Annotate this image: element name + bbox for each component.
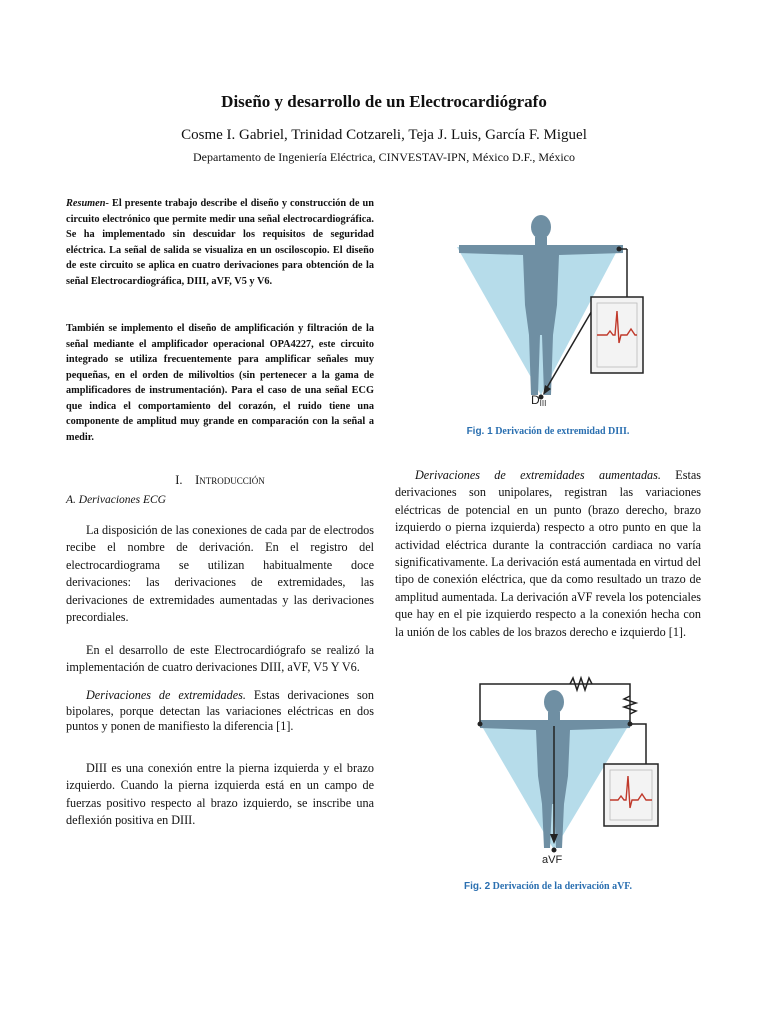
figure-2-avf-diagram <box>470 668 670 868</box>
intro-paragraph-1: La disposición de las conexiones de cada par de electrodos recibe el nombre de derivación. En el registro del electrocardiograma se utilizan habitualmente doce derivaciones: las derivaciones de extremidades, las derivaciones de extremidades aumentadas y las derivaciones precordiales. <box>66 523 374 625</box>
electrode-left-arm <box>617 247 622 252</box>
paper-affiliation: Departamento de Ingeniería Eléctrica, CINVESTAV-IPN, México D.F., México <box>193 150 575 164</box>
fig1-lead-tag: DIII <box>531 393 547 408</box>
abstract-paragraph-2: También se implemento el diseño de amplificación y filtración de la señal mediante el amplificador operacional OPA4227, este circuito integrado se utiliza frecuentemente para amplificar señales muy pequeñas, en el orden de milivoltios (sin pertenecer a la gama de amplificadores de instrumentación). Para el caso de una señal ECG que indica el comportamiento del corazón, el ruido tiene una componente de amplitud muy grande en comparación con la señal a medir. <box>66 323 374 443</box>
figure-1-caption-text: Derivación de extremidad DIII. <box>492 426 630 437</box>
fig2-lead-tag: aVF <box>542 854 563 866</box>
right-paragraph-aumentadas <box>395 467 701 641</box>
intro-paragraph-4: DIII es una conexión entre la pierna izquierda y el brazo izquierdo. Cuando la pierna izquierda está en un campo de fuerzas positivo respecto al brazo izquierdo, se inscribe una deflexión positiva en DIII. <box>66 761 374 828</box>
electrode-left-leg <box>552 848 557 853</box>
figure-1-label: Fig. 1 <box>466 426 493 437</box>
abstract-label: Resumen- <box>66 198 109 209</box>
paragraph-lead-aumentadas: Derivaciones de extremidades aumentadas. <box>415 468 661 482</box>
section-number: I. <box>175 473 183 487</box>
figure-2-caption <box>395 881 701 892</box>
abstract-text-1: El presente trabajo describe el diseño y construcción de un circuito electrónico que permite medir una señal electrocardiográfica. Se ha implementado sin descuidar los requisitos de seguridad eléctrica. La señal de salida se visualiza en un osciloscopio. El diseño de este circuito se aplica en cuatro derivaciones para obtención de la señal Electrocardiográfica, DIII, aVF, V5 y V6. <box>66 198 374 287</box>
intro-paragraph-2: En el desarrollo de este Electrocardiógrafo se realizó la implementación de cuatro derivaciones DIII, aVF, V5 Y V6. <box>66 643 374 675</box>
figure-2-label: Fig. 2 <box>464 881 491 892</box>
figure-1-diii-diagram <box>455 205 655 410</box>
ecg-monitor <box>604 764 658 826</box>
subsection-heading: A. Derivaciones ECG <box>66 494 166 506</box>
abstract-paragraph-1 <box>66 196 374 289</box>
electrode-left-arm <box>628 722 633 727</box>
paper-authors: Cosme I. Gabriel, Trinidad Cotzareli, Teja J. Luis, García F. Miguel <box>181 127 587 143</box>
lead-wire-right <box>630 724 646 764</box>
section-title: Introducción <box>195 473 265 487</box>
paper-title: Diseño y desarrollo de un Electrocardiógrafo <box>221 92 547 111</box>
intro-paragraph-3 <box>66 688 374 735</box>
electrode-right-arm <box>478 722 483 727</box>
section-heading <box>66 473 374 488</box>
figure-2-caption-text: Derivación de la derivación aVF. <box>490 881 632 892</box>
paragraph-text-aumentadas: Estas derivaciones son unipolares, registran las variaciones eléctricas de potencial en un punto (brazo derecho, brazo izquierdo o pierna izquierda) respecto a otro punto en que la actividad eléctrica durante la contracción cardiaca no varía significativamente. La derivación está aumentada en virtud del tipo de conexión eléctrica, que da como resultado un trazo de amplitud aumentada. La derivación aVF revela los potenciales que hay en el pie izquierdo respecto a la conexión hecha con la unión de los cables de los brazos derecho e izquierdo [1]. <box>395 468 701 639</box>
paragraph-text-extremidades: Estas derivaciones son bipolares, porque detectan las variaciones eléctricas en dos puntos y ponen de manifiesto la diferencia [1]. <box>66 688 374 733</box>
figure-1-caption <box>395 426 701 437</box>
paragraph-lead-extremidades: Derivaciones de extremidades. <box>86 688 246 702</box>
